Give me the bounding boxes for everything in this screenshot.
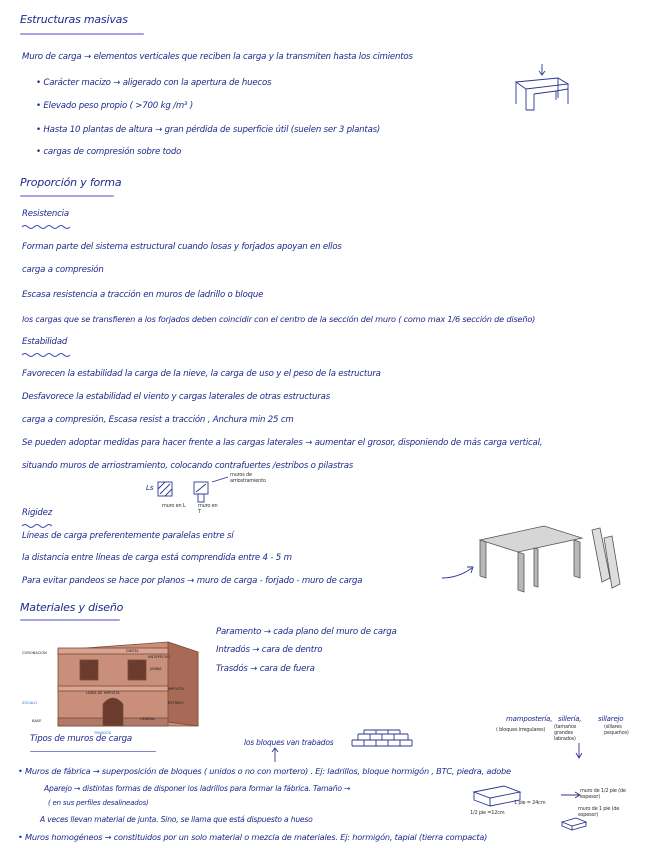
- svg-text:JAMBA: JAMBA: [150, 667, 162, 671]
- tipos-underline: [30, 751, 156, 752]
- estabilidad-line-5: situando muros de arriostramiento, colocando contrafuertes /estribos o pilastras: [22, 461, 354, 471]
- label-muro-un-pie: muro de 1 pie (de espesor): [578, 806, 620, 818]
- label-pie: 1 pie = 24cm: [514, 800, 546, 806]
- svg-text:ZÓCALO: ZÓCALO: [22, 701, 37, 705]
- resistencia-underline: [22, 224, 72, 230]
- rigidez-underline: [22, 523, 58, 529]
- muro-bullet-1: • Carácter macizo → aligerado con la apertura de huecos: [36, 78, 272, 88]
- load-wall-sketch: [512, 64, 572, 112]
- svg-text:IMPOSTA: IMPOSTA: [168, 687, 184, 691]
- label-medio-pie: 1/2 pie =12cm: [470, 810, 505, 816]
- label-sillarejo-sub: (sillares pequeños): [604, 724, 629, 736]
- down-arrow-sketch: [574, 742, 584, 760]
- heading-rigidez: Rigidez: [22, 508, 53, 518]
- svg-text:DINTEL: DINTEL: [126, 649, 139, 653]
- heading-resistencia: Resistencia: [22, 209, 69, 219]
- label-muros-arriostramiento: muros de arriostramiento: [230, 472, 266, 484]
- medio-pie-arrow: [560, 790, 582, 800]
- muro-bullet-4: • cargas de compresión sobre todo: [36, 147, 182, 157]
- svg-text:BASE: BASE: [32, 719, 42, 723]
- materiales-underline: [20, 619, 120, 621]
- muro-bullet-3: • Hasta 10 plantas de altura → gran pérdida de superficie útil (suelen ser 3 plantas): [36, 125, 381, 135]
- svg-text:TRASDÓS: TRASDÓS: [94, 731, 112, 735]
- svg-text:Ls: Ls: [146, 484, 154, 492]
- heading-estabilidad: Estabilidad: [22, 337, 68, 347]
- planes-sketch: [474, 520, 624, 600]
- label-muro-t: muro en T: [198, 503, 218, 515]
- estabilidad-line-1: Favorecen la estabilidad la carga de la nieve, la carga de uso y el peso de la estructura: [22, 369, 381, 379]
- resistencia-line-3: Escasa resistencia a tracción en muros de ladrillo o bloque: [22, 290, 264, 300]
- materiales-line-1: Paramento → cada plano del muro de carga: [216, 627, 397, 637]
- label-silleria-sub: (tamaños grandes labrados): [554, 724, 577, 742]
- muro-bullet-2: • Elevado peso propio ( >700 kg /m³ ): [36, 101, 193, 111]
- up-arrow-sketch: [270, 746, 280, 764]
- estabilidad-line-4: Se pueden adoptar medidas para hacer frente a las cargas laterales → aumentar el grosor, disponiendo de más carga vertical,: [22, 438, 543, 448]
- svg-text:ESTRIBO: ESTRIBO: [168, 701, 184, 705]
- heading-tipos: Tipos de muros de carga: [30, 734, 132, 744]
- rigidez-line-2: la distancia entre líneas de carga está comprendida entre 4 - 5 m: [22, 553, 292, 563]
- page-title: Estructuras masivas: [20, 13, 128, 26]
- muro-definition: Muro de carga → elementos verticales que reciben la carga y la transmiten hasta los cimientos: [22, 52, 413, 62]
- label-mamposteria: mampostería,: [506, 715, 553, 723]
- label-muro-l: muro en L: [162, 503, 186, 509]
- resistencia-line-2: carga a compresión: [22, 265, 104, 275]
- rigidez-line-1: Líneas de carga preferentemente paralelas entre sí: [22, 531, 234, 541]
- estabilidad-line-3: carga a compresión, Escasa resist a tracción , Anchura min 25 cm: [22, 415, 294, 425]
- materiales-line-3: Trasdós → cara de fuera: [216, 664, 315, 674]
- bloques-trabados: los bloques van trabados: [244, 738, 334, 747]
- svg-text:ANTEPECHO: ANTEPECHO: [148, 655, 171, 659]
- proporcion-underline: [20, 195, 114, 197]
- label-sillarejo: sillarejo: [598, 715, 624, 723]
- estabilidad-line-2: Desfavorece la estabilidad el viento y cargas laterales de otras estructuras: [22, 392, 330, 402]
- diag-label-coronacion: CORONACIÓN: [22, 651, 47, 655]
- resistencia-line-1: Forman parte del sistema estructural cuando losas y forjados apoyan en ellos: [22, 242, 342, 252]
- estabilidad-underline: [22, 352, 72, 358]
- heading-proporcion: Proporción y forma: [20, 176, 122, 189]
- wall-thickness-sketch: [560, 814, 590, 832]
- heading-materiales: Materiales y diseño: [20, 601, 124, 614]
- svg-text:UMBRAL: UMBRAL: [140, 717, 156, 721]
- rigidez-line-3: Para evitar pandeos se hace por planos → muro de carga - forjado - muro de carga: [22, 576, 363, 586]
- tipos-fabrica-1: • Muros de fábrica → superposición de bloques ( unidos o no con mortero) . Ej: ladrillos, bloque hormigón , BTC, piedra, adobe: [18, 766, 511, 776]
- label-muro-medio-pie: muro de 1/2 pie (de espesor): [580, 788, 626, 800]
- title-underline: [20, 33, 144, 35]
- svg-text:LÍNEA DE IMPOSTA: LÍNEA DE IMPOSTA: [86, 691, 120, 695]
- arrow-sketch: [440, 564, 476, 580]
- tipos-fabrica-4: A veces llevan material de junta. Sino, se llama que está dispuesto a hueso: [40, 815, 313, 824]
- tipos-homogeneos: • Muros homogéneos → constituidos por un solo material o mezcla de materiales. Ej: hormigón, tapial (tierra compacta): [18, 832, 488, 842]
- tipos-fabrica-3: ( en sus perfiles desalineados): [48, 799, 149, 807]
- materiales-line-2: Intradós → cara de dentro: [216, 645, 323, 655]
- brick-size-sketch: [470, 782, 526, 812]
- resistencia-line-4: los cargas que se transfieren a los forjados deben coincidir con el centro de la sección del muro ( como max 1/6 sección de diseño): [22, 314, 536, 324]
- label-silleria: sillería,: [558, 715, 582, 723]
- brick-bond-sketch: [350, 728, 414, 748]
- facade-diagram: [18, 630, 210, 734]
- label-mamposteria-sub: ( bloques irregulares): [496, 727, 546, 733]
- tipos-fabrica-2: Aparejo → distintas formas de disponer los ladrillos para formar la fábrica. Tamaño →: [44, 784, 351, 793]
